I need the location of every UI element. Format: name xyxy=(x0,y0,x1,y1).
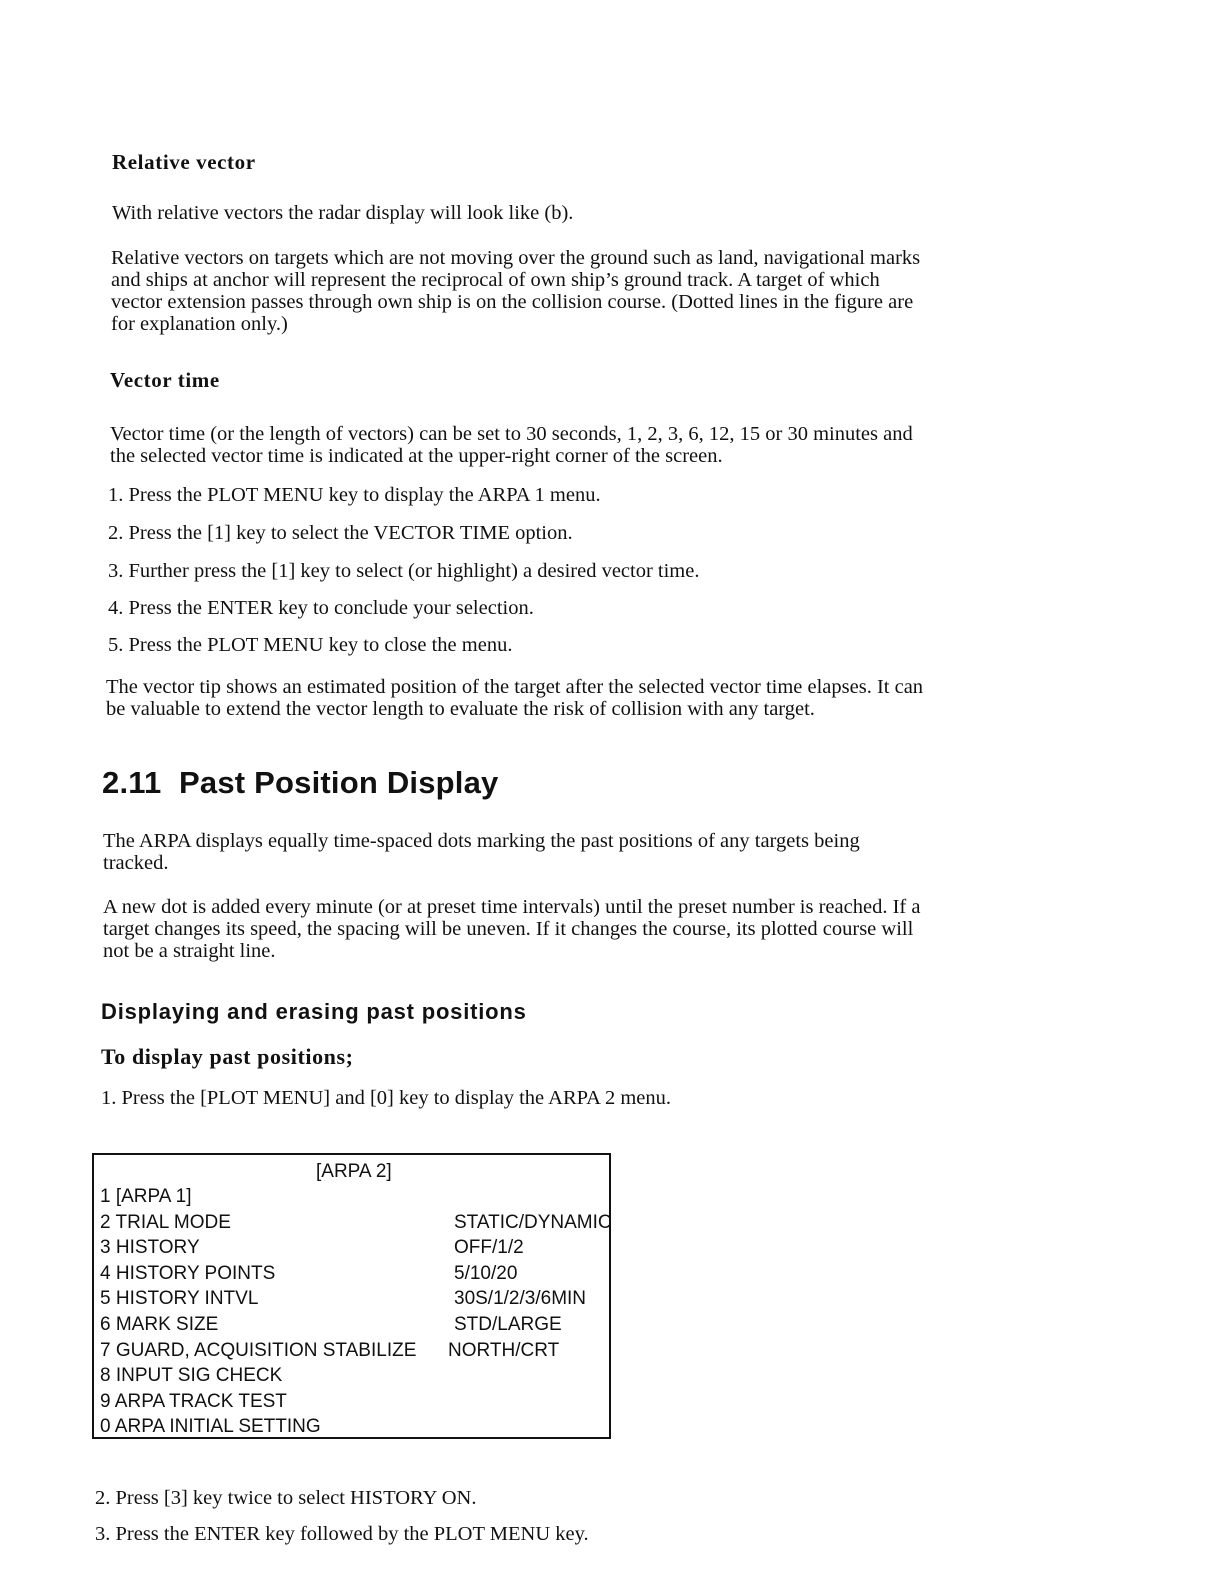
arpa2-menu xyxy=(92,1153,611,1439)
text-line: not be a straight line. xyxy=(103,940,276,962)
menu-item-options: 30S/1/2/3/6MIN xyxy=(454,1288,587,1310)
text-line: be valuable to extend the vector length to evaluate the risk of collision with any target. xyxy=(106,698,815,720)
menu-item-label: 7 GUARD, ACQUISITION STABILIZE xyxy=(100,1339,417,1361)
menu-item-options: NORTH/CRT xyxy=(448,1339,560,1361)
menu-item-label: 1 [ARPA 1] xyxy=(100,1186,192,1207)
text-line: vector extension passes through own ship is on the collision course. (Dotted lines in the figure are xyxy=(111,291,914,313)
menu-item-history-intvl xyxy=(100,1286,609,1312)
to-display-heading: To display past positions; xyxy=(101,1044,354,1069)
menu-item-label: 8 INPUT SIG CHECK xyxy=(100,1365,283,1387)
section-title: 2.11 Past Position Display xyxy=(102,765,499,800)
menu-item-label: 4 HISTORY POINTS xyxy=(100,1262,276,1284)
menu-item-trial-mode xyxy=(100,1210,612,1236)
past-position-para2 xyxy=(103,896,920,962)
menu-item-mark-size xyxy=(100,1312,609,1338)
menu-item-label: 2 TRIAL MODE xyxy=(100,1211,231,1233)
menu-item-options: STATIC/DYNAMIC xyxy=(454,1211,612,1233)
text-line: the selected vector time is indicated at the upper-right corner of the screen. xyxy=(110,445,723,467)
menu-item-options: OFF/1/2 xyxy=(454,1237,524,1259)
past-position-para1 xyxy=(103,830,860,874)
text-line: Vector time (or the length of vectors) can be set to 30 seconds, 1, 2, 3, 6, 12, 15 or 30 minutes and xyxy=(110,423,913,445)
menu-item-label: 5 HISTORY INTVL xyxy=(100,1288,259,1310)
past-step-1: 1. Press the [PLOT MENU] and [0] key to display the ARPA 2 menu. xyxy=(101,1087,671,1109)
menu-item-arpa-track-test xyxy=(100,1389,609,1415)
menu-title: [ARPA 2] xyxy=(316,1161,392,1182)
vector-step-1: 1. Press the PLOT MENU key to display the ARPA 1 menu. xyxy=(108,484,601,506)
menu-item-options: STD/LARGE xyxy=(454,1313,562,1335)
vector-step-4: 4. Press the ENTER key to conclude your selection. xyxy=(108,597,534,619)
menu-item-label: 3 HISTORY xyxy=(100,1237,200,1259)
heading-vector-time: Vector time xyxy=(110,368,220,392)
text-line: target changes its speed, the spacing will be uneven. If it changes the course, its plotted course will xyxy=(103,918,914,940)
menu-items xyxy=(100,1184,612,1440)
vector-step-5: 5. Press the PLOT MENU key to close the menu. xyxy=(108,634,513,656)
subsection-title: Displaying and erasing past positions xyxy=(101,999,527,1024)
menu-item-options: 5/10/20 xyxy=(454,1262,518,1284)
text-line: and ships at anchor will represent the reciprocal of own ship’s ground track. A target of which xyxy=(111,269,880,291)
text-line: tracked. xyxy=(103,852,169,874)
menu-item-label: 9 ARPA TRACK TEST xyxy=(100,1390,287,1412)
menu-item-label: 6 MARK SIZE xyxy=(100,1313,219,1335)
past-step-2: 2. Press [3] key twice to select HISTORY ON. xyxy=(95,1487,477,1509)
menu-item-input-sig-check xyxy=(100,1363,609,1389)
text-line: The ARPA displays equally time-spaced dots marking the past positions of any targets being xyxy=(103,830,860,852)
relative-vector-para1: With relative vectors the radar display will look like (b). xyxy=(112,202,574,224)
menu-item-history xyxy=(100,1235,609,1261)
text-line: Relative vectors on targets which are not moving over the ground such as land, navigational marks xyxy=(111,247,921,269)
menu-item-guard-acquisition xyxy=(100,1338,609,1364)
past-step-3: 3. Press the ENTER key followed by the PLOT MENU key. xyxy=(95,1523,589,1545)
vector-time-closing xyxy=(106,676,923,720)
relative-vector-para2 xyxy=(111,247,920,335)
heading-relative-vector: Relative vector xyxy=(112,150,256,174)
menu-item-arpa1 xyxy=(100,1184,609,1210)
vector-step-3: 3. Further press the [1] key to select (or highlight) a desired vector time. xyxy=(108,560,700,582)
text-line: The vector tip shows an estimated position of the target after the selected vector time elapses. It can xyxy=(106,676,924,698)
vector-time-intro xyxy=(110,423,913,467)
menu-item-history-points xyxy=(100,1261,609,1287)
text-line: A new dot is added every minute (or at preset time intervals) until the preset number is reached. If a xyxy=(103,896,921,918)
menu-item-arpa-initial-setting xyxy=(100,1414,609,1440)
vector-step-2: 2. Press the [1] key to select the VECTOR TIME option. xyxy=(108,522,573,544)
text-line: for explanation only.) xyxy=(111,313,288,335)
menu-item-label: 0 ARPA INITIAL SETTING xyxy=(100,1416,321,1438)
